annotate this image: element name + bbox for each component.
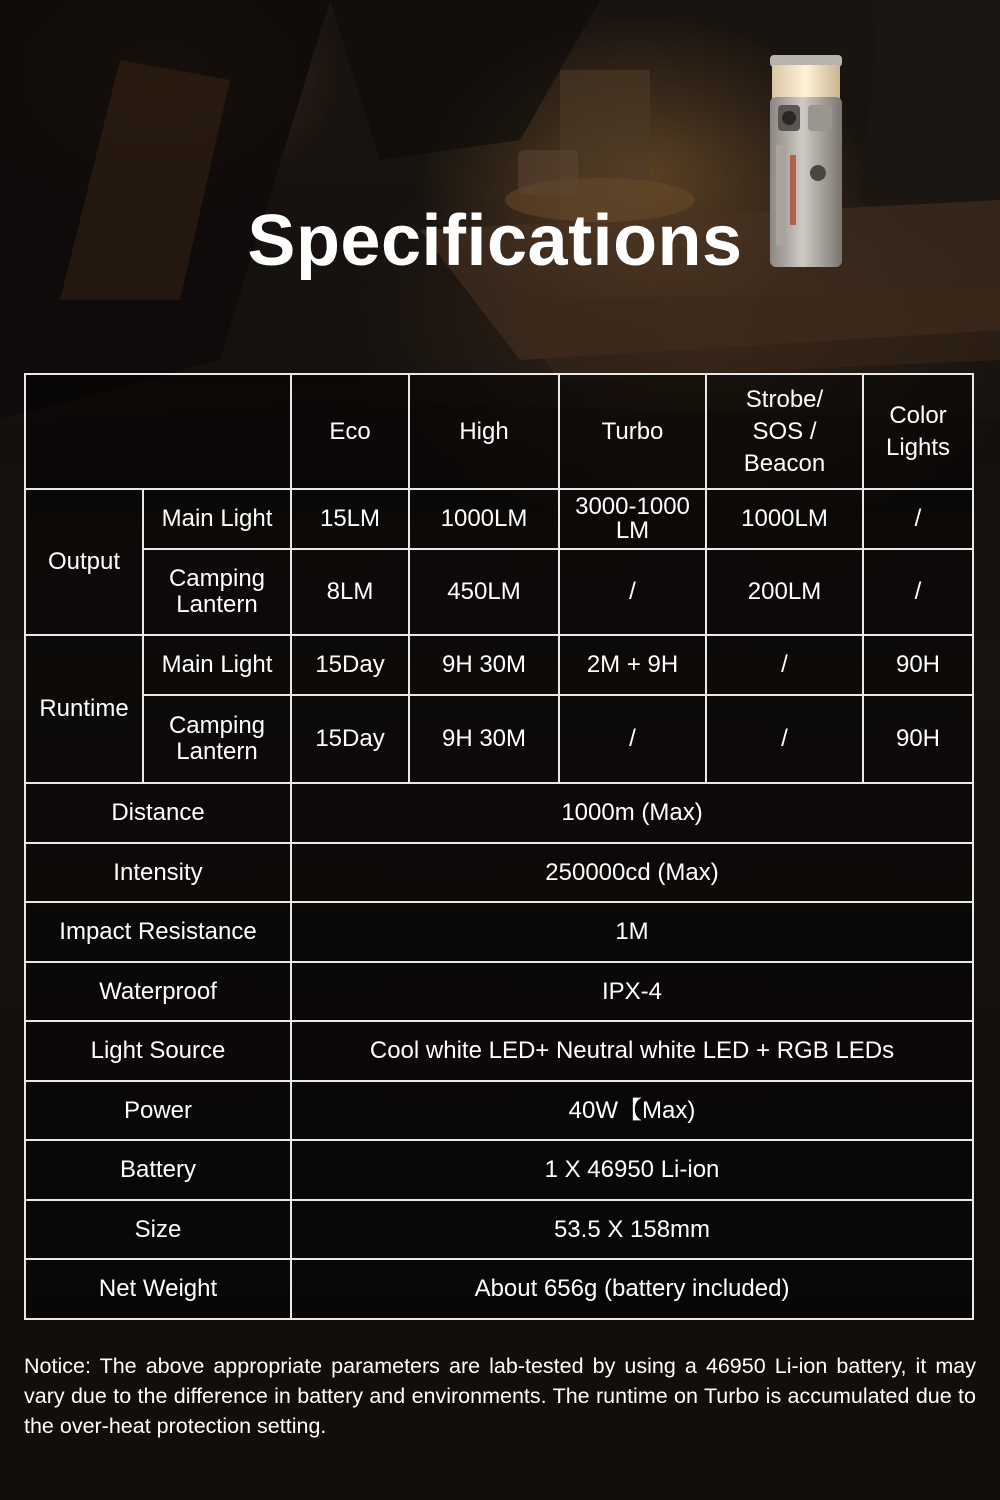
- specifications-table: [24, 373, 974, 1320]
- page-title: Specifications: [247, 201, 743, 281]
- runtime-main-turbo: 2M + 9H: [559, 635, 706, 695]
- spec-value: IPX-4: [291, 962, 973, 1021]
- runtime-main-eco: 15Day: [291, 635, 409, 695]
- spec-label: Waterproof: [25, 962, 291, 1021]
- output-main-turbo: 3000-1000 LM: [559, 489, 706, 549]
- spec-value: 1000m (Max): [291, 783, 973, 843]
- spec-label: Power: [25, 1081, 291, 1140]
- header-row: [25, 374, 973, 489]
- output-main-high: 1000LM: [409, 489, 559, 549]
- output-main-color: /: [863, 489, 973, 549]
- header-turbo: Turbo: [559, 374, 706, 489]
- spec-value: 1M: [291, 902, 973, 962]
- runtime-main-strobe: /: [706, 635, 863, 695]
- runtime-label: Runtime: [25, 635, 143, 783]
- runtime-camping-strobe: /: [706, 695, 863, 783]
- spec-row-power: [25, 1081, 973, 1140]
- output-main-row: [25, 489, 973, 549]
- output-camping-row: [25, 549, 973, 635]
- notice-text: Notice: The above appropriate parameters are lab-tested by using a 46950 Li-ion battery, it may vary due to the difference in battery and environments. The runtime on Turbo is accumulated due to the over-heat protection setting.: [24, 1354, 976, 1438]
- spec-value: 250000cd (Max): [291, 843, 973, 902]
- spec-row-intensity: [25, 843, 973, 902]
- spec-value: 53.5 X 158mm: [291, 1200, 973, 1259]
- spec-label: Impact Resistance: [25, 902, 291, 962]
- spec-value: 1 X 46950 Li-ion: [291, 1140, 973, 1200]
- output-camping-high: 450LM: [409, 549, 559, 635]
- runtime-main-row: [25, 635, 973, 695]
- spec-row-impact-resistance: [25, 902, 973, 962]
- output-main-eco: 15LM: [291, 489, 409, 549]
- output-main-strobe: 1000LM: [706, 489, 863, 549]
- runtime-main-high: 9H 30M: [409, 635, 559, 695]
- runtime-main-label: Main Light: [143, 635, 291, 695]
- output-camping-turbo: /: [559, 549, 706, 635]
- runtime-camping-eco: 15Day: [291, 695, 409, 783]
- header-strobe: Strobe/ SOS / Beacon: [706, 374, 863, 489]
- spec-label: Size: [25, 1200, 291, 1259]
- output-camping-strobe: 200LM: [706, 549, 863, 635]
- runtime-camping-color: 90H: [863, 695, 973, 783]
- spec-label: Battery: [25, 1140, 291, 1200]
- header-high: High: [409, 374, 559, 489]
- runtime-camping-turbo: /: [559, 695, 706, 783]
- header-color-lights: Color Lights: [863, 374, 973, 489]
- runtime-camping-row: [25, 695, 973, 783]
- spec-row-waterproof: [25, 962, 973, 1021]
- output-camping-eco: 8LM: [291, 549, 409, 635]
- output-label: Output: [25, 489, 143, 635]
- spec-label: Intensity: [25, 843, 291, 902]
- spec-value: 40W【Max): [291, 1081, 973, 1140]
- spec-row-battery: [25, 1140, 973, 1200]
- output-main-label: Main Light: [143, 489, 291, 549]
- spec-row-net-weight: [25, 1259, 973, 1319]
- spec-label: Light Source: [25, 1021, 291, 1081]
- spec-label: Distance: [25, 783, 291, 843]
- spec-row-distance: [25, 783, 973, 843]
- output-camping-label: Camping Lantern: [143, 549, 291, 635]
- spec-row-light-source: [25, 1021, 973, 1081]
- runtime-camping-label: Camping Lantern: [143, 695, 291, 783]
- runtime-main-color: 90H: [863, 635, 973, 695]
- spec-value: About 656g (battery included): [291, 1259, 973, 1319]
- header-empty-cell: [25, 374, 291, 489]
- header-eco: Eco: [291, 374, 409, 489]
- spec-label: Net Weight: [25, 1259, 291, 1319]
- output-camping-color: /: [863, 549, 973, 635]
- spec-value: Cool white LED+ Neutral white LED + RGB LEDs: [291, 1021, 973, 1081]
- runtime-camping-high: 9H 30M: [409, 695, 559, 783]
- spec-row-size: [25, 1200, 973, 1259]
